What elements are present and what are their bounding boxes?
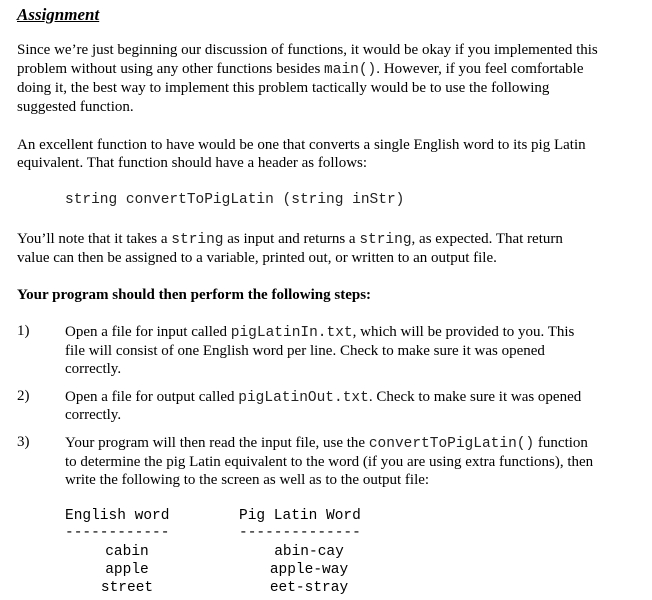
step-1-number: 1) bbox=[17, 323, 30, 339]
step-1-line1: Open a file for input called pigLatinIn.txt, which will be provided to you. This bbox=[65, 324, 575, 341]
para2-line1: An excellent function to have would be one that converts a single English word to its pig Latin bbox=[17, 137, 586, 153]
para2-line2: equivalent. That function should have a header as follows: bbox=[17, 155, 368, 171]
function-header-code: string convertToPigLatin (string inStr) bbox=[65, 192, 405, 208]
steps-heading: Your program should then perform the following steps: bbox=[17, 287, 372, 303]
step-2-line2: correctly. bbox=[65, 407, 122, 423]
assignment-title: Assignment bbox=[17, 5, 100, 24]
table-row-1-english: cabin bbox=[105, 544, 149, 560]
step-2-line1: Open a file for output called pigLatinOut.txt. Check to make sure it was opened bbox=[65, 389, 582, 406]
table-row-3-english: street bbox=[100, 580, 154, 596]
step-1-line3: correctly. bbox=[65, 361, 122, 377]
step-2-number: 2) bbox=[17, 388, 30, 404]
step-1-line2: file will consist of one English word per line. Check to make sure it was opened bbox=[65, 343, 545, 359]
step-3-number: 3) bbox=[17, 434, 30, 450]
para1-line2: problem without using any other functions besides main(). However, if you feel comfortable bbox=[17, 61, 584, 78]
step-3-line1: Your program will then read the input file, use the convertToPigLatin() function bbox=[65, 435, 588, 452]
step-3-line2: to determine the pig Latin equivalent to the word (if you are using extra functions), then bbox=[65, 454, 594, 470]
step-3-line3: write the following to the screen as well as to the output file: bbox=[65, 472, 430, 488]
para1-line3: doing it, the best way to implement this problem tactically would be to use the following bbox=[17, 80, 550, 96]
table-rule-english: ------------ bbox=[65, 525, 170, 541]
para3-line2: value can then be assigned to a variable, printed out, or written to an output file. bbox=[17, 250, 497, 266]
table-rule-piglatin: -------------- bbox=[239, 525, 361, 541]
table-header-piglatin: Pig Latin Word bbox=[239, 508, 361, 524]
table-row-2-piglatin: apple-way bbox=[269, 562, 349, 578]
para3-line1: You’ll note that it takes a string as input and returns a string, as expected. That return bbox=[17, 231, 563, 248]
table-row-1-piglatin: abin-cay bbox=[274, 544, 344, 560]
para1-line1: Since we’re just beginning our discussion of functions, it would be okay if you implemented this bbox=[17, 42, 598, 58]
para1-line4: suggested function. bbox=[17, 99, 134, 115]
table-row-3-piglatin: eet-stray bbox=[269, 580, 349, 596]
code-main: main() bbox=[324, 62, 377, 78]
table-row-2-english: apple bbox=[105, 562, 149, 578]
table-header-english: English word bbox=[65, 508, 170, 524]
